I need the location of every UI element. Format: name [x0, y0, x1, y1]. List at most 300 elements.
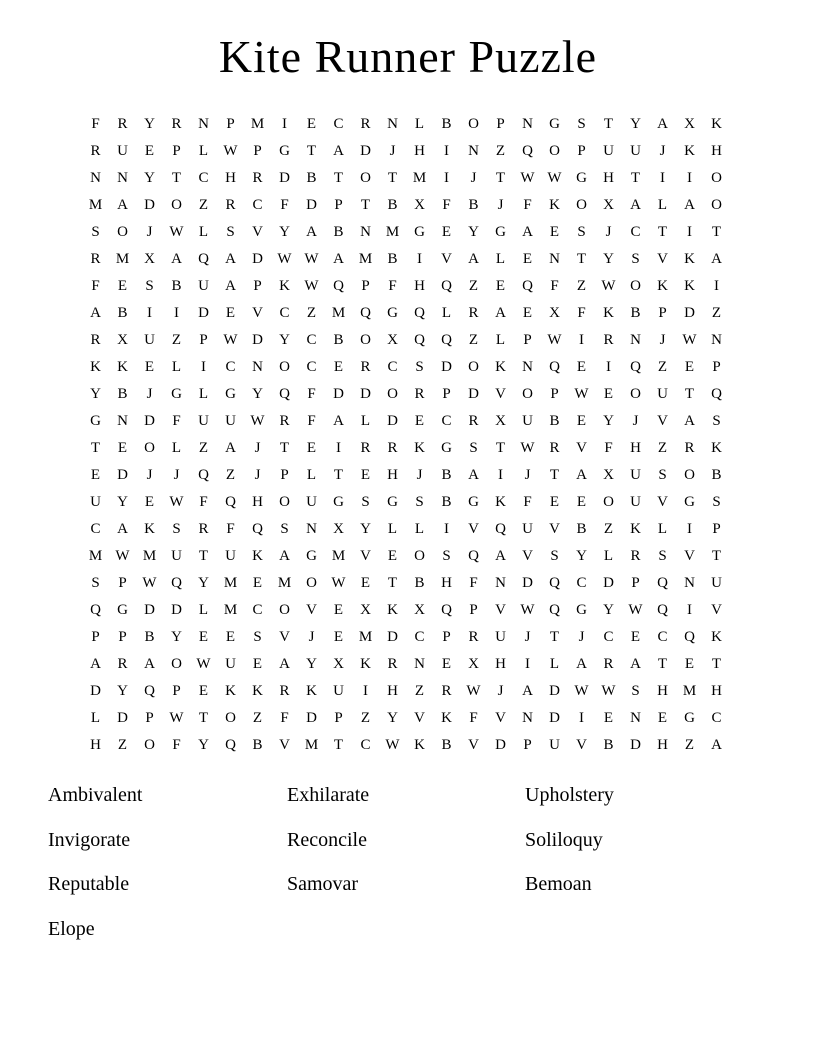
- grid-letter: W: [682, 332, 697, 348]
- grid-letter: A: [522, 683, 533, 699]
- grid-letter: U: [198, 413, 209, 429]
- grid-letter: E: [225, 305, 236, 321]
- grid-letter: P: [361, 278, 370, 294]
- grid-letter: A: [684, 413, 695, 429]
- grid-letter: G: [468, 494, 479, 510]
- grid-letter: E: [252, 575, 263, 591]
- word-list: [48, 780, 768, 958]
- grid-letter: L: [198, 143, 209, 159]
- grid-letter: J: [173, 467, 180, 483]
- grid-letter: F: [604, 440, 613, 456]
- grid-letter: D: [171, 602, 182, 618]
- grid-letter: K: [603, 305, 614, 321]
- grid-letter: B: [117, 386, 128, 402]
- grid-letter: X: [549, 305, 560, 321]
- grid-letter: B: [549, 413, 560, 429]
- grid-letter: G: [387, 305, 398, 321]
- grid-letter: R: [603, 656, 614, 672]
- grid-letter: Q: [198, 467, 209, 483]
- grid-letter: R: [468, 305, 479, 321]
- grid-letter: E: [333, 602, 344, 618]
- grid-letter: A: [306, 224, 317, 240]
- grid-letter: U: [495, 629, 506, 645]
- grid-letter: G: [576, 170, 587, 186]
- grid-letter: B: [117, 305, 128, 321]
- grid-letter: O: [630, 278, 641, 294]
- grid-letter: R: [414, 386, 425, 402]
- grid-letter: I: [579, 710, 584, 726]
- grid-letter: U: [657, 386, 668, 402]
- grid-letter: O: [360, 170, 371, 186]
- grid-letter: R: [171, 116, 182, 132]
- grid-letter: Z: [225, 467, 236, 483]
- grid-letter: E: [360, 467, 371, 483]
- grid-letter: V: [576, 440, 587, 456]
- grid-letter: H: [441, 575, 452, 591]
- grid-letter: A: [630, 656, 641, 672]
- grid-letter: G: [117, 602, 128, 618]
- grid-letter: S: [631, 251, 640, 267]
- grid-letter: G: [441, 440, 452, 456]
- grid-letter: G: [576, 602, 587, 618]
- grid-letter: F: [523, 494, 532, 510]
- grid-letter: X: [603, 197, 614, 213]
- grid-letter: G: [171, 386, 182, 402]
- grid-letter: Q: [414, 305, 425, 321]
- grid-letter: F: [91, 116, 100, 132]
- grid-letter: G: [684, 710, 695, 726]
- grid-letter: P: [523, 737, 532, 753]
- grid-letter: Y: [603, 602, 614, 618]
- grid-letter: V: [657, 251, 668, 267]
- grid-letter: T: [198, 548, 209, 564]
- grid-letter: T: [90, 440, 101, 456]
- grid-letter: E: [522, 305, 533, 321]
- grid-row: [82, 219, 730, 246]
- grid-letter: F: [172, 737, 181, 753]
- grid-letter: E: [549, 224, 560, 240]
- grid-letter: F: [226, 521, 235, 537]
- grid-letter: H: [495, 656, 506, 672]
- grid-letter: D: [306, 197, 317, 213]
- grid-letter: Q: [549, 602, 560, 618]
- grid-letter: W: [142, 575, 157, 591]
- grid-letter: S: [91, 575, 100, 591]
- grid-letter: D: [495, 737, 506, 753]
- grid-letter: Y: [144, 170, 155, 186]
- grid-letter: N: [117, 170, 128, 186]
- grid-letter: E: [495, 278, 506, 294]
- grid-letter: V: [360, 548, 371, 564]
- grid-letter: E: [684, 359, 695, 375]
- grid-letter: J: [524, 629, 531, 645]
- grid-letter: Q: [360, 305, 371, 321]
- grid-letter: T: [603, 116, 614, 132]
- grid-letter: O: [522, 386, 533, 402]
- grid-letter: Z: [306, 305, 317, 321]
- grid-letter: W: [574, 683, 589, 699]
- grid-letter: W: [277, 251, 292, 267]
- grid-letter: Q: [684, 629, 695, 645]
- grid-letter: I: [687, 602, 692, 618]
- grid-letter: S: [415, 359, 424, 375]
- grid-letter: I: [363, 683, 368, 699]
- word-item: Upholstery: [525, 784, 614, 806]
- grid-letter: W: [628, 602, 643, 618]
- grid-letter: K: [711, 116, 722, 132]
- grid-letter: A: [630, 197, 641, 213]
- grid-letter: K: [441, 710, 452, 726]
- grid-letter: T: [333, 467, 344, 483]
- grid-letter: Q: [144, 683, 155, 699]
- grid-letter: V: [252, 224, 263, 240]
- grid-letter: K: [657, 278, 668, 294]
- grid-letter: U: [630, 143, 641, 159]
- grid-letter: O: [684, 467, 695, 483]
- grid-letter: D: [144, 602, 155, 618]
- grid-letter: T: [198, 710, 209, 726]
- grid-letter: Q: [630, 359, 641, 375]
- grid-row: [82, 624, 730, 651]
- grid-letter: T: [711, 224, 722, 240]
- grid-row: [82, 138, 730, 165]
- grid-letter: T: [549, 629, 560, 645]
- word-item: Elope: [48, 917, 95, 940]
- grid-letter: O: [279, 359, 290, 375]
- grid-letter: O: [279, 602, 290, 618]
- grid-letter: Q: [468, 548, 479, 564]
- grid-letter: T: [711, 656, 722, 672]
- grid-letter: O: [144, 737, 155, 753]
- grid-letter: A: [657, 116, 668, 132]
- grid-letter: V: [468, 521, 479, 537]
- grid-letter: Y: [468, 224, 479, 240]
- grid-letter: E: [117, 278, 128, 294]
- grid-letter: C: [414, 629, 425, 645]
- grid-letter: D: [252, 332, 263, 348]
- grid-letter: C: [306, 332, 317, 348]
- grid-row: [82, 543, 730, 570]
- grid-letter: K: [252, 683, 263, 699]
- grid-letter: U: [144, 332, 155, 348]
- letter-grid: [82, 111, 730, 759]
- grid-letter: T: [549, 467, 560, 483]
- grid-letter: W: [547, 170, 562, 186]
- grid-letter: O: [279, 494, 290, 510]
- grid-letter: K: [225, 683, 236, 699]
- grid-letter: B: [468, 197, 479, 213]
- grid-letter: I: [174, 305, 179, 321]
- grid-letter: O: [117, 224, 128, 240]
- grid-letter: B: [441, 494, 452, 510]
- grid-letter: V: [468, 737, 479, 753]
- grid-letter: O: [468, 359, 479, 375]
- grid-letter: D: [117, 710, 128, 726]
- grid-letter: P: [712, 521, 721, 537]
- grid-letter: O: [171, 197, 182, 213]
- grid-letter: K: [630, 521, 641, 537]
- grid-letter: M: [250, 116, 265, 132]
- grid-letter: P: [577, 143, 586, 159]
- grid-letter: D: [198, 305, 209, 321]
- grid-letter: Y: [387, 710, 398, 726]
- grid-letter: Y: [117, 683, 128, 699]
- grid-letter: W: [169, 710, 184, 726]
- grid-letter: E: [441, 656, 452, 672]
- grid-letter: A: [171, 251, 182, 267]
- grid-letter: H: [90, 737, 101, 753]
- grid-letter: N: [522, 710, 533, 726]
- grid-letter: B: [630, 305, 641, 321]
- grid-letter: L: [414, 116, 425, 132]
- grid-letter: C: [657, 629, 668, 645]
- grid-letter: O: [414, 548, 425, 564]
- grid-letter: A: [279, 656, 290, 672]
- grid-letter: P: [523, 332, 532, 348]
- grid-letter: X: [144, 251, 155, 267]
- grid-letter: Y: [198, 737, 209, 753]
- grid-letter: J: [659, 143, 666, 159]
- grid-letter: N: [306, 521, 317, 537]
- grid-letter: Z: [576, 278, 587, 294]
- grid-letter: M: [88, 548, 103, 564]
- grid-row: [82, 705, 730, 732]
- grid-letter: B: [306, 170, 317, 186]
- grid-letter: B: [387, 251, 398, 267]
- grid-letter: I: [687, 224, 692, 240]
- grid-letter: O: [171, 656, 182, 672]
- grid-letter: F: [577, 305, 586, 321]
- grid-letter: D: [117, 467, 128, 483]
- word-item: Ambivalent: [48, 784, 143, 806]
- grid-letter: Z: [684, 737, 695, 753]
- word-item: Bemoan: [525, 873, 592, 895]
- grid-letter: I: [714, 278, 719, 294]
- grid-letter: T: [711, 548, 722, 564]
- grid-letter: D: [306, 710, 317, 726]
- grid-letter: R: [387, 440, 398, 456]
- grid-letter: D: [549, 683, 560, 699]
- grid-letter: N: [549, 251, 560, 267]
- grid-letter: E: [144, 494, 155, 510]
- grid-letter: W: [601, 683, 616, 699]
- grid-letter: I: [687, 521, 692, 537]
- grid-letter: W: [304, 251, 319, 267]
- grid-letter: G: [279, 143, 290, 159]
- grid-letter: X: [414, 197, 425, 213]
- grid-letter: U: [225, 413, 236, 429]
- grid-letter: Y: [198, 575, 209, 591]
- grid-letter: O: [630, 386, 641, 402]
- grid-letter: U: [306, 494, 317, 510]
- grid-letter: J: [524, 467, 531, 483]
- grid-letter: J: [146, 467, 153, 483]
- grid-letter: E: [144, 143, 155, 159]
- grid-letter: A: [468, 251, 479, 267]
- grid-letter: N: [630, 710, 641, 726]
- grid-row: [82, 165, 730, 192]
- grid-letter: I: [147, 305, 152, 321]
- grid-letter: R: [684, 440, 695, 456]
- grid-row: [82, 516, 730, 543]
- grid-letter: D: [387, 629, 398, 645]
- grid-letter: E: [414, 413, 425, 429]
- grid-letter: R: [90, 332, 101, 348]
- grid-letter: C: [360, 737, 371, 753]
- grid-letter: Q: [333, 278, 344, 294]
- grid-letter: I: [444, 143, 449, 159]
- grid-letter: Z: [468, 278, 479, 294]
- grid-letter: A: [225, 278, 236, 294]
- grid-letter: Z: [657, 359, 668, 375]
- grid-letter: I: [687, 170, 692, 186]
- grid-letter: N: [522, 359, 533, 375]
- grid-letter: U: [117, 143, 128, 159]
- grid-letter: Y: [252, 386, 263, 402]
- grid-letter: O: [576, 197, 587, 213]
- grid-letter: O: [603, 494, 614, 510]
- grid-letter: A: [333, 251, 344, 267]
- grid-letter: J: [497, 197, 504, 213]
- grid-letter: S: [712, 413, 721, 429]
- grid-letter: P: [280, 467, 289, 483]
- grid-letter: J: [578, 629, 585, 645]
- grid-letter: F: [442, 197, 451, 213]
- grid-letter: K: [549, 197, 560, 213]
- grid-letter: X: [387, 332, 398, 348]
- grid-letter: Z: [198, 440, 209, 456]
- grid-letter: E: [333, 629, 344, 645]
- word-item: Reconcile: [287, 828, 367, 851]
- grid-letter: Y: [171, 629, 182, 645]
- grid-letter: W: [250, 413, 265, 429]
- grid-row: [82, 597, 730, 624]
- grid-letter: V: [279, 629, 290, 645]
- grid-letter: P: [91, 629, 100, 645]
- grid-letter: K: [711, 629, 722, 645]
- grid-letter: Y: [279, 224, 290, 240]
- grid-letter: R: [630, 548, 641, 564]
- grid-letter: G: [549, 116, 560, 132]
- grid-letter: X: [117, 332, 128, 348]
- word-item: Samovar: [287, 873, 359, 895]
- grid-letter: I: [336, 440, 341, 456]
- grid-letter: H: [225, 170, 236, 186]
- grid-letter: T: [657, 224, 668, 240]
- grid-letter: B: [387, 197, 398, 213]
- grid-letter: P: [118, 575, 127, 591]
- grid-letter: M: [223, 602, 238, 618]
- grid-letter: T: [333, 737, 344, 753]
- grid-letter: C: [279, 305, 290, 321]
- grid-letter: V: [495, 386, 506, 402]
- grid-letter: Y: [603, 251, 614, 267]
- grid-letter: P: [442, 629, 451, 645]
- grid-letter: T: [387, 575, 398, 591]
- grid-letter: W: [520, 440, 535, 456]
- grid-letter: E: [684, 656, 695, 672]
- grid-letter: S: [658, 467, 667, 483]
- grid-letter: F: [280, 197, 289, 213]
- grid-letter: S: [253, 629, 262, 645]
- grid-letter: U: [198, 278, 209, 294]
- grid-letter: C: [630, 224, 641, 240]
- grid-letter: Q: [495, 521, 506, 537]
- grid-letter: R: [603, 332, 614, 348]
- grid-letter: W: [304, 278, 319, 294]
- grid-letter: A: [279, 548, 290, 564]
- grid-letter: L: [387, 521, 398, 537]
- grid-letter: V: [495, 710, 506, 726]
- grid-letter: C: [387, 359, 398, 375]
- grid-letter: K: [360, 656, 371, 672]
- grid-letter: P: [469, 602, 478, 618]
- grid-letter: L: [171, 359, 182, 375]
- grid-letter: O: [360, 332, 371, 348]
- grid-letter: I: [201, 359, 206, 375]
- grid-letter: A: [117, 521, 128, 537]
- grid-letter: S: [361, 494, 370, 510]
- grid-letter: A: [495, 305, 506, 321]
- grid-letter: W: [223, 332, 238, 348]
- grid-letter: M: [412, 170, 427, 186]
- grid-letter: G: [306, 548, 317, 564]
- grid-letter: L: [360, 413, 371, 429]
- grid-letter: D: [144, 413, 155, 429]
- grid-letter: M: [115, 251, 130, 267]
- grid-letter: H: [603, 170, 614, 186]
- grid-letter: L: [441, 305, 452, 321]
- grid-letter: B: [333, 332, 344, 348]
- grid-letter: J: [659, 332, 666, 348]
- grid-letter: L: [495, 332, 506, 348]
- grid-letter: V: [684, 548, 695, 564]
- grid-letter: T: [333, 170, 344, 186]
- grid-letter: R: [360, 440, 371, 456]
- word-item: Soliloquy: [525, 828, 603, 851]
- grid-letter: I: [498, 467, 503, 483]
- grid-letter: E: [360, 575, 371, 591]
- grid-letter: B: [144, 629, 155, 645]
- grid-letter: V: [495, 602, 506, 618]
- grid-letter: G: [387, 494, 398, 510]
- grid-letter: N: [117, 413, 128, 429]
- grid-letter: F: [388, 278, 397, 294]
- grid-letter: I: [606, 359, 611, 375]
- grid-letter: I: [282, 116, 287, 132]
- grid-letter: Y: [90, 386, 101, 402]
- grid-row: [82, 246, 730, 273]
- grid-letter: F: [550, 278, 559, 294]
- grid-letter: R: [387, 656, 398, 672]
- grid-letter: A: [333, 143, 344, 159]
- grid-letter: Y: [117, 494, 128, 510]
- grid-letter: S: [91, 224, 100, 240]
- grid-letter: T: [684, 386, 695, 402]
- grid-letter: B: [576, 521, 587, 537]
- grid-letter: U: [630, 467, 641, 483]
- grid-letter: A: [333, 413, 344, 429]
- grid-letter: K: [684, 143, 695, 159]
- grid-letter: S: [145, 278, 154, 294]
- grid-letter: T: [387, 170, 398, 186]
- grid-letter: Y: [603, 413, 614, 429]
- grid-letter: L: [198, 386, 209, 402]
- grid-letter: T: [657, 656, 668, 672]
- grid-letter: E: [252, 656, 263, 672]
- grid-letter: Q: [279, 386, 290, 402]
- grid-letter: L: [495, 251, 506, 267]
